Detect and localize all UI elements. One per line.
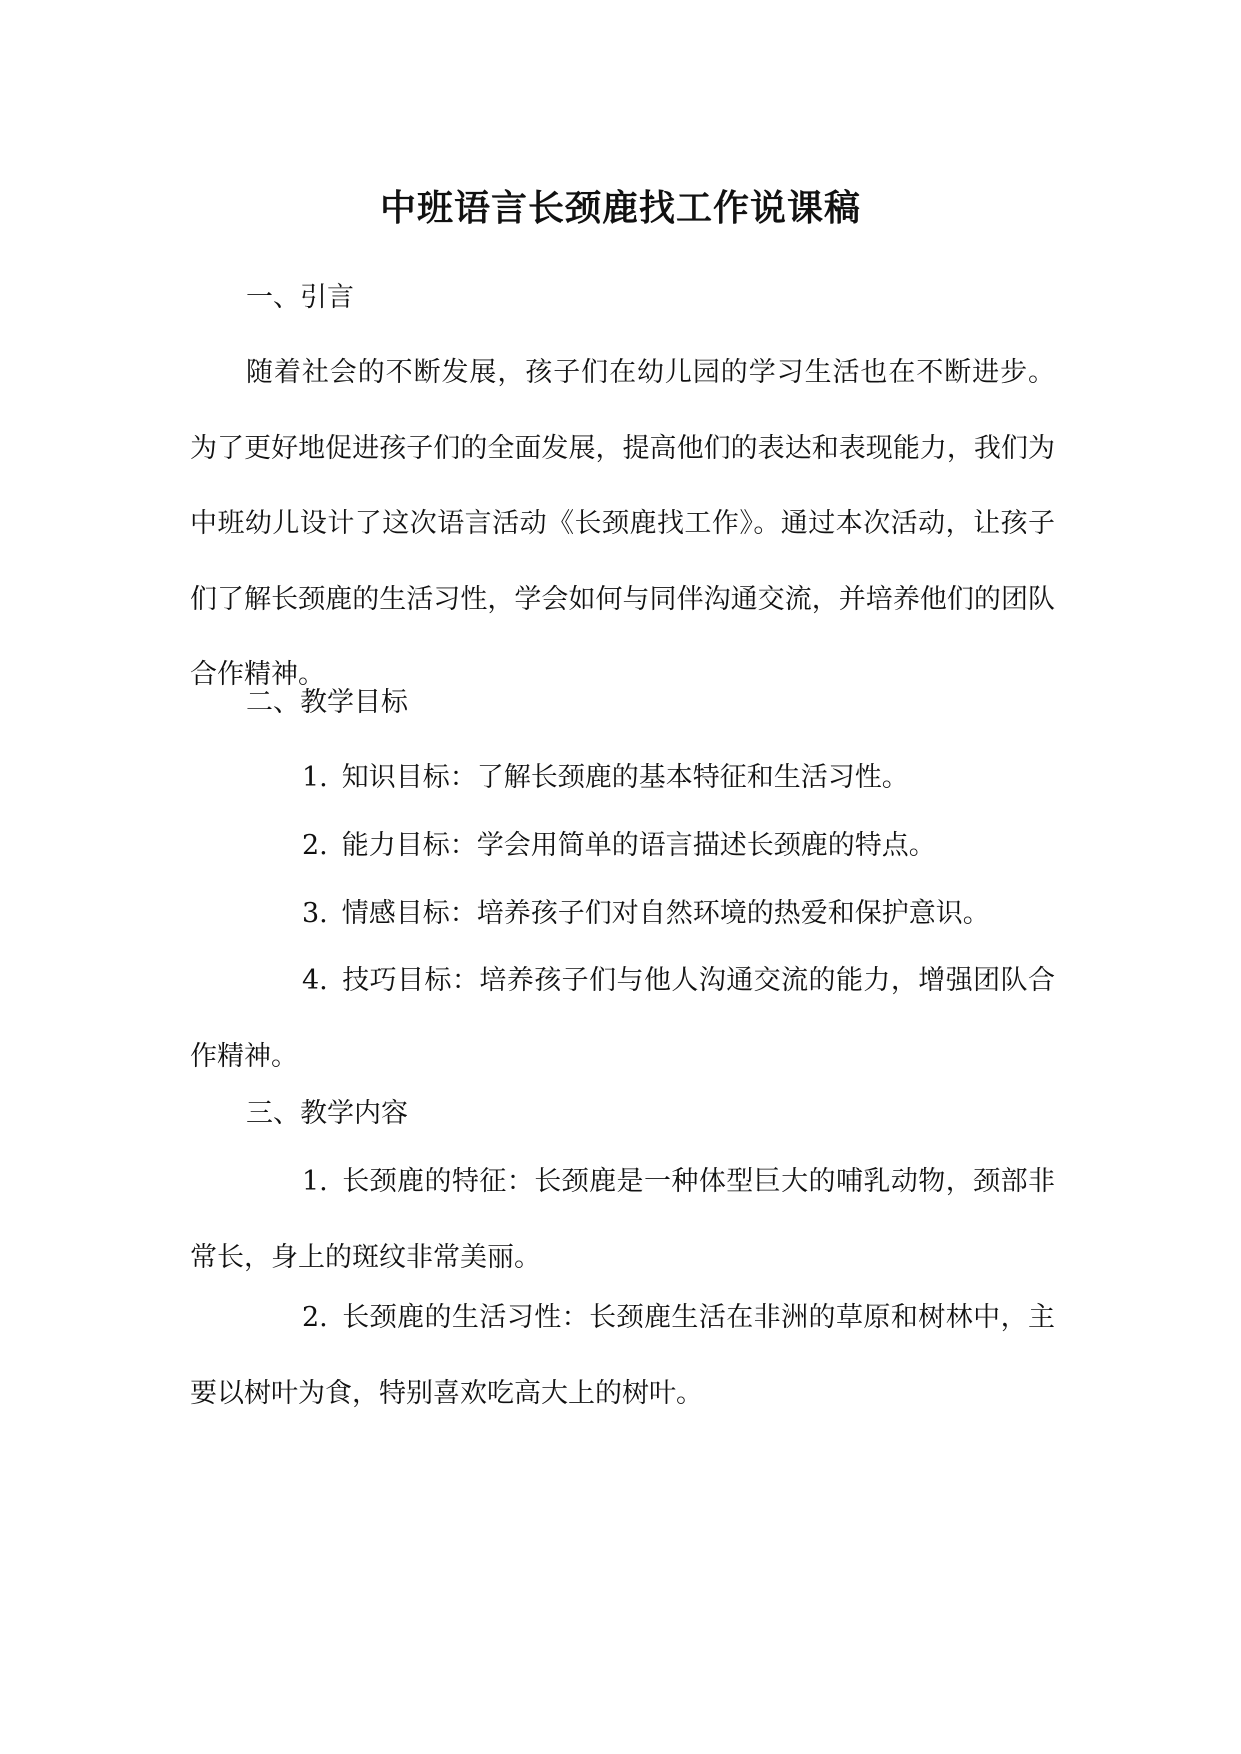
section-heading-goals: 二、教学目标 bbox=[246, 687, 408, 718]
intro-paragraph: 随着社会的不断发展，孩子们在幼儿园的学习生活也在不断进步。为了更好地促进孩子们的全面发展，提高他们的表达和表现能力，我们为中班幼儿设计了这次语言活动《长颈鹿找工作》。通过本次活动，让孩子们了解长颈鹿的生活习性，学会如何与同伴沟通交流，并培养他们的团队合作精神。 bbox=[190, 357, 1055, 690]
list-item bbox=[190, 943, 1055, 1094]
list-item-number: 4. bbox=[302, 965, 328, 996]
section-heading-content: 三、教学内容 bbox=[246, 1098, 408, 1129]
list-item-text: 情感目标：培养孩子们对自然环境的热爱和保护意识。 bbox=[341, 898, 990, 929]
list-item-text: 能力目标：学会用简单的语言描述长颈鹿的特点。 bbox=[341, 830, 936, 861]
list-item bbox=[190, 740, 1055, 816]
list-item-text: 长颈鹿的生活习性：长颈鹿生活在非洲的草原和树林中，主要以树叶为食，特别喜欢吃高大上的树叶。 bbox=[190, 1302, 1055, 1409]
list-item bbox=[190, 1144, 1055, 1295]
list-item bbox=[190, 1280, 1055, 1431]
list-item bbox=[190, 876, 1055, 952]
document-title: 中班语言长颈鹿找工作说课稿 bbox=[379, 187, 861, 229]
list-item-number: 1. bbox=[302, 762, 328, 793]
list-item-number: 2. bbox=[302, 830, 328, 861]
list-item-number: 3. bbox=[302, 898, 328, 929]
list-item-number: 1. bbox=[302, 1166, 328, 1197]
section-heading-intro: 一、引言 bbox=[246, 282, 354, 313]
list-item bbox=[190, 808, 1055, 884]
list-item-text: 知识目标：了解长颈鹿的基本特征和生活习性。 bbox=[341, 762, 909, 793]
list-item-number: 2. bbox=[302, 1302, 328, 1333]
list-item-text: 长颈鹿的特征：长颈鹿是一种体型巨大的哺乳动物，颈部非常长，身上的斑纹非常美丽。 bbox=[190, 1166, 1055, 1273]
list-item-text: 技巧目标：培养孩子们与他人沟通交流的能力，增强团队合作精神。 bbox=[190, 965, 1055, 1072]
